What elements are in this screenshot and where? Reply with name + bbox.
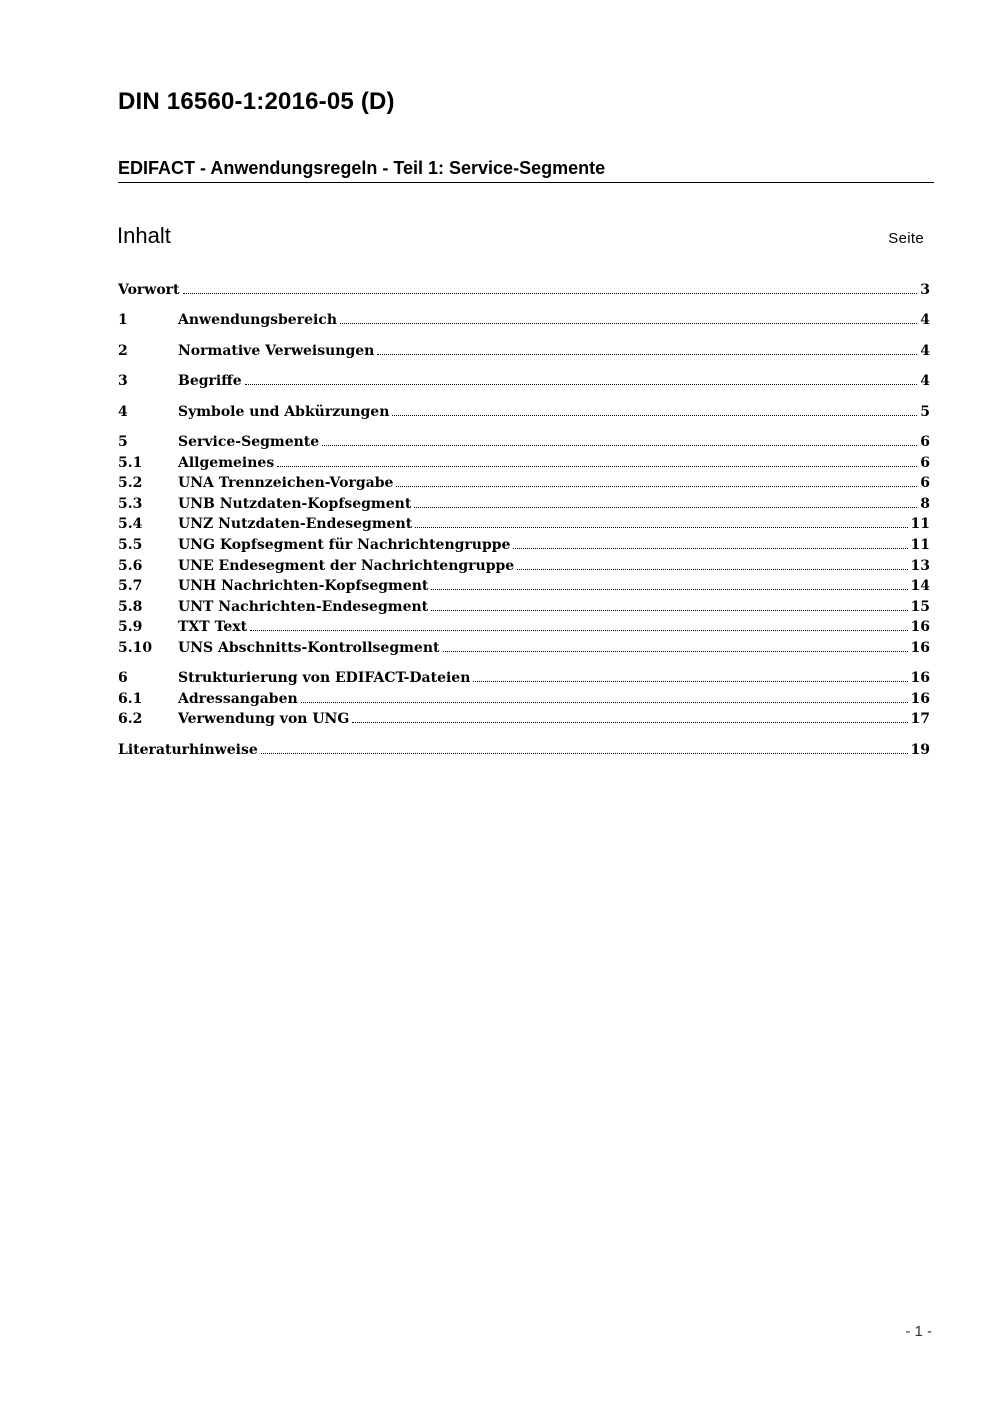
toc-dot-leader xyxy=(322,444,917,446)
toc-entry-title: Adressangaben xyxy=(178,690,298,707)
toc-entry[interactable] xyxy=(118,535,930,556)
toc-dot-leader xyxy=(392,414,917,416)
toc-dot-leader xyxy=(431,609,907,611)
toc-entry-title: UNT Nachrichten-Endesegment xyxy=(178,598,429,615)
toc-entry-page: 16 xyxy=(910,670,930,687)
contents-heading: Inhalt xyxy=(117,223,171,248)
toc-entry-page: 8 xyxy=(920,495,930,512)
toc-entry[interactable] xyxy=(118,576,930,597)
toc-entry[interactable] xyxy=(118,689,930,710)
toc-entry-title: Anwendungsbereich xyxy=(178,312,337,329)
toc-dot-leader xyxy=(473,680,907,682)
toc-entry-page: 11 xyxy=(910,536,930,553)
toc-entry-number: 5.6 xyxy=(118,557,143,574)
toc-entry-page: 3 xyxy=(920,282,930,298)
toc-entry-title: UNE Endesegment der Nachrichtengruppe xyxy=(178,557,515,574)
toc-entry-title: UNH Nachrichten-Kopfsegment xyxy=(178,578,429,595)
toc-entry-title: Literaturhinweise xyxy=(118,741,258,758)
toc-dot-leader xyxy=(414,506,917,508)
toc-entry-title: UNB Nutzdaten-Kopfsegment xyxy=(178,495,412,512)
toc-entry-page: 14 xyxy=(910,578,930,595)
toc-entry[interactable] xyxy=(118,432,930,453)
toc-entry-page: 16 xyxy=(910,619,930,636)
toc-entry-number: 5.7 xyxy=(118,578,143,595)
toc-entry[interactable] xyxy=(118,310,930,331)
toc-entry-page: 6 xyxy=(920,454,930,471)
toc-dot-leader xyxy=(277,465,917,467)
toc-dot-leader xyxy=(245,383,918,385)
toc-entry-number: 5.9 xyxy=(118,619,143,636)
toc-entry-number: 4 xyxy=(118,403,128,420)
toc-entry[interactable] xyxy=(118,556,930,577)
toc-entry-title: Verwendung von UNG xyxy=(178,711,350,728)
toc-entry[interactable] xyxy=(118,473,930,494)
toc-dot-leader xyxy=(377,353,917,355)
toc-dot-leader xyxy=(301,701,908,703)
toc-entry-title: TXT Text xyxy=(178,619,248,636)
toc-entry-title: UNS Abschnitts-Kontrollsegment xyxy=(178,639,440,656)
toc-entry-page: 17 xyxy=(910,711,930,728)
toc-entry-number: 6.1 xyxy=(118,690,143,707)
toc-entry-title: Vorwort xyxy=(118,282,180,298)
document-title: EDIFACT - Anwendungsregeln - Teil 1: Service-Segmente xyxy=(118,158,606,178)
toc-entry[interactable] xyxy=(118,371,930,392)
toc-entry[interactable] xyxy=(118,617,930,638)
toc-entry[interactable] xyxy=(118,709,930,730)
toc-entry-number: 5.4 xyxy=(118,516,143,533)
page-column-label: Seite xyxy=(888,230,924,247)
toc-dot-leader xyxy=(250,629,907,631)
toc-dot-leader xyxy=(513,547,907,549)
table-of-contents xyxy=(118,280,930,760)
toc-entry-page: 4 xyxy=(920,373,930,390)
footer-page-number: - 1 - xyxy=(905,1323,932,1340)
toc-entry-title: Strukturierung von EDIFACT-Dateien xyxy=(178,670,471,687)
toc-entry-page: 15 xyxy=(910,598,930,615)
toc-entry-title: Normative Verweisungen xyxy=(178,342,375,359)
title-divider xyxy=(118,182,934,183)
toc-entry-page: 5 xyxy=(920,403,930,420)
toc-entry-title: Symbole und Abkürzungen xyxy=(178,403,390,420)
toc-entry-number: 3 xyxy=(118,373,128,390)
toc-entry[interactable] xyxy=(118,280,930,301)
toc-entry[interactable] xyxy=(118,668,930,689)
toc-entry-number: 6 xyxy=(118,670,128,687)
toc-entry-page: 16 xyxy=(910,639,930,656)
toc-entry-number: 5 xyxy=(118,433,128,450)
toc-entry-page: 13 xyxy=(910,557,930,574)
toc-entry-number: 5.8 xyxy=(118,598,143,615)
toc-entry-number: 5.3 xyxy=(118,495,143,512)
toc-entry[interactable] xyxy=(118,494,930,515)
toc-entry-title: Allgemeines xyxy=(178,454,275,471)
toc-entry-page: 6 xyxy=(920,433,930,450)
toc-entry-number: 6.2 xyxy=(118,711,143,728)
toc-entry[interactable] xyxy=(118,740,930,761)
toc-entry-number: 2 xyxy=(118,342,128,359)
toc-entry[interactable] xyxy=(118,597,930,618)
toc-entry-title: UNG Kopfsegment für Nachrichtengruppe xyxy=(178,536,511,553)
toc-entry-title: Service-Segmente xyxy=(178,433,320,450)
toc-entry-number: 5.2 xyxy=(118,475,143,492)
toc-entry[interactable] xyxy=(118,514,930,535)
toc-entry-page: 11 xyxy=(910,516,930,533)
toc-entry[interactable] xyxy=(118,638,930,659)
toc-entry-title: Begriffe xyxy=(178,373,242,390)
toc-dot-leader xyxy=(261,752,908,754)
toc-entry-number: 1 xyxy=(118,312,128,329)
toc-entry-number: 5.5 xyxy=(118,536,143,553)
toc-entry-page: 4 xyxy=(920,312,930,329)
toc-dot-leader xyxy=(340,322,917,324)
toc-entry-page: 6 xyxy=(920,475,930,492)
toc-entry-number: 5.10 xyxy=(118,639,153,656)
document-id: DIN 16560-1:2016-05 (D) xyxy=(118,88,395,115)
toc-entry-number: 5.1 xyxy=(118,454,143,471)
toc-dot-leader xyxy=(443,650,908,652)
toc-dot-leader xyxy=(517,568,907,570)
toc-dot-leader xyxy=(431,588,907,590)
toc-entry[interactable] xyxy=(118,402,930,423)
toc-entry-title: UNZ Nutzdaten-Endesegment xyxy=(178,516,413,533)
toc-entry-title: UNA Trennzeichen-Vorgabe xyxy=(178,475,394,492)
toc-entry[interactable] xyxy=(118,341,930,362)
toc-entry-page: 4 xyxy=(920,342,930,359)
toc-dot-leader xyxy=(352,721,907,723)
toc-entry-page: 16 xyxy=(910,690,930,707)
toc-dot-leader xyxy=(396,485,917,487)
toc-entry[interactable] xyxy=(118,453,930,474)
toc-dot-leader xyxy=(415,526,907,528)
toc-entry-page: 19 xyxy=(910,741,930,758)
toc-dot-leader xyxy=(183,292,918,294)
